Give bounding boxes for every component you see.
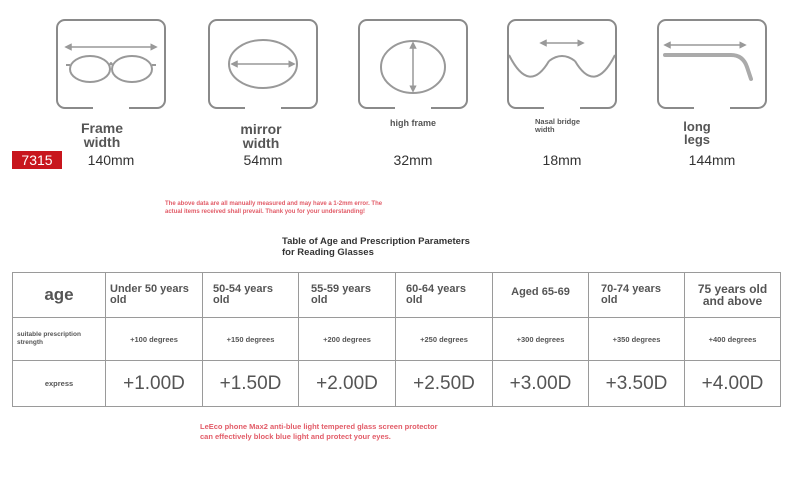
frame-height-icon: [360, 21, 466, 107]
strength-cell: +350 degrees: [589, 318, 685, 361]
nasal-bridge-label: Nasal bridge width: [535, 117, 581, 134]
diopter-cell: +1.50D: [203, 361, 299, 407]
nasal-bridge-icon: [509, 21, 615, 107]
age-cell: 50-54 years old: [203, 273, 299, 318]
age-cell: Aged 65-69: [493, 273, 589, 318]
diopter-cell: +1.00D: [106, 361, 203, 407]
age-cell: 55-59 years old: [299, 273, 396, 318]
mirror-width-label: mirror width: [240, 121, 282, 151]
strength-cell: +100 degrees: [106, 318, 203, 361]
strength-cell: +300 degrees: [493, 318, 589, 361]
age-cell: 75 years old and above: [685, 273, 781, 318]
strength-row-header: suitable prescription strength: [13, 318, 106, 361]
long-legs-label: long legs: [683, 119, 711, 147]
screen-protector-note: LeEco phone Max2 anti-blue light tempered glass screen protector can effectively block blue light and protect your eyes.: [200, 422, 438, 442]
age-prescription-table: [12, 272, 781, 407]
high-frame-card: [358, 19, 468, 109]
age-row-header: age: [13, 273, 106, 318]
mirror-width-card: [208, 19, 318, 109]
age-cell: 60-64 years old: [396, 273, 493, 318]
high-frame-label: high frame: [389, 118, 436, 128]
frame-width-card: [56, 19, 166, 109]
express-row-header: express: [13, 361, 106, 407]
diopter-cell: +4.00D: [685, 361, 781, 407]
strength-row: [13, 318, 781, 361]
diopter-cell: +2.50D: [396, 361, 493, 407]
frame-width-label: Frame width: [80, 120, 124, 150]
frame-width-value: 140mm: [87, 152, 135, 168]
strength-cell: +200 degrees: [299, 318, 396, 361]
nasal-bridge-value: 18mm: [542, 152, 582, 168]
temple-length-icon: [659, 21, 765, 107]
diopter-cell: +3.50D: [589, 361, 685, 407]
strength-cell: +400 degrees: [685, 318, 781, 361]
long-legs-card: [657, 19, 767, 109]
high-frame-value: 32mm: [393, 152, 433, 168]
nasal-bridge-card: [507, 19, 617, 109]
mirror-width-value: 54mm: [243, 152, 283, 168]
age-row: [13, 273, 781, 318]
express-row: [13, 361, 781, 407]
measurement-note: The above data are all manually measured and may have a 1-2mm error. The actual items received shall prevail. Thank you for your understanding!: [165, 201, 383, 216]
frame-width-icon: [58, 21, 164, 107]
lens-width-icon: [210, 21, 316, 107]
diopter-cell: +3.00D: [493, 361, 589, 407]
strength-cell: +250 degrees: [396, 318, 493, 361]
age-cell: Under 50 years old: [106, 273, 203, 318]
strength-cell: +150 degrees: [203, 318, 299, 361]
table-title: Table of Age and Prescription Parameters for Reading Glasses: [282, 236, 470, 258]
diopter-cell: +2.00D: [299, 361, 396, 407]
long-legs-value: 144mm: [688, 152, 736, 168]
model-number-badge: 7315: [12, 151, 62, 169]
age-cell: 70-74 years old: [589, 273, 685, 318]
